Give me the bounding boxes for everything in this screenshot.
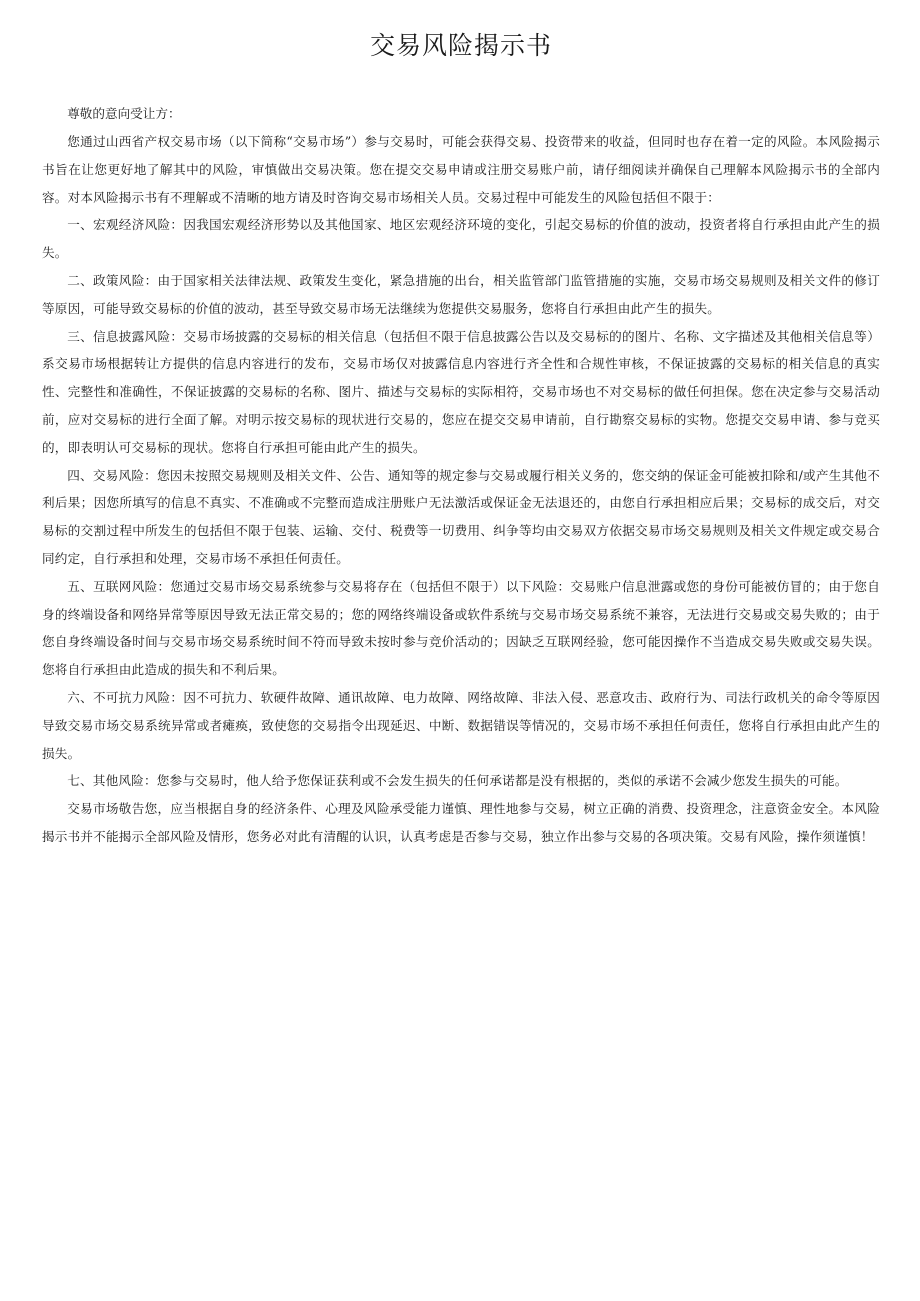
paragraph-force-majeure-risk: 六、不可抗力风险：因不可抗力、软硬件故障、通讯故障、电力故障、网络故障、非法入侵、恶意攻击、政府行为、司法行政机关的命令等原因导致交易市场交易系统异常或者瘫痪，致使您的交易指令出现延迟、中断、数据错误等情况的，交易市场不承担任何责任，您将自行承担由此产生的损失。 bbox=[42, 689, 880, 761]
paragraph-closing-warning: 交易市场敬告您，应当根据自身的经济条件、心理及风险承受能力谨慎、理性地参与交易，树立正确的消费、投资理念，注意资金安全。本风险揭示书并不能揭示全部风险及情形，您务必对此有清醒的认识，认真考虑是否参与交易，独立作出参与交易的各项决策。交易有风险，操作须谨慎！ bbox=[42, 801, 880, 844]
document-title: 交易风险揭示书 bbox=[369, 31, 552, 60]
paragraph-intro: 您通过山西省产权交易市场（以下简称“交易市场”）参与交易时，可能会获得交易、投资带来的收益，但同时也存在着一定的风险。本风险揭示书旨在让您更好地了解其中的风险，审慎做出交易决策。您在提交交易申请或注册交易账户前，请仔细阅读并确保自己理解本风险揭示书的全部内容。对本风险揭示书有不理解或不清晰的地方请及时咨询交易市场相关人员。交易过程中可能发生的风险包括但不限于： bbox=[42, 134, 880, 205]
paragraph-macroeconomic-risk: 一、宏观经济风险：因我国宏观经济形势以及其他国家、地区宏观经济环境的变化，引起交易标的价值的波动，投资者将自行承担由此产生的损失。 bbox=[42, 217, 880, 261]
document-page bbox=[42, 28, 880, 851]
paragraph-internet-risk: 五、互联网风险：您通过交易市场交易系统参与交易将存在（包括但不限于）以下风险：交易账户信息泄露或您的身份可能被仿冒的；由于您自身的终端设备和网络异常等原因导致无法正常交易的；您的网络终端设备或软件系统与交易市场交易系统不兼容，无法进行交易或交易失败的；由于您自身终端设备时间与交易市场交易系统时间不符而导致未按时参与竞价活动的；因缺乏互联网经验，您可能因操作不当造成交易失败或交易失误。您将自行承担由此造成的损失和不利后果。 bbox=[42, 578, 880, 678]
paragraph-other-risk: 七、其他风险：您参与交易时，他人给予您保证获利或不会发生损失的任何承诺都是没有根据的，类似的承诺不会减少您发生损失的可能。 bbox=[67, 773, 848, 789]
paragraph-disclosure-risk: 三、信息披露风险：交易市场披露的交易标的相关信息（包括但不限于信息披露公告以及交易标的的图片、名称、文字描述及其他相关信息等）系交易市场根据转让方提供的信息内容进行的发布，交易市场仅对披露信息内容进行齐全性和合规性审核，不保证披露的交易标的相关信息的真实性、完整性和准确性，不保证披露的交易标的名称、图片、描述与交易标的实际相符，交易市场也不对交易标的做任何担保。您在决定参与交易活动前，应对交易标的进行全面了解。对明示按交易标的现状进行交易的，您应在提交交易申请前，自行勘察交易标的实物。您提交交易申请、参与竞买的，即表明认可交易标的现状。您将自行承担可能由此产生的损失。 bbox=[42, 328, 880, 455]
paragraph-policy-risk: 二、政策风险：由于国家相关法律法规、政策发生变化，紧急措施的出台，相关监管部门监管措施的实施，交易市场交易规则及相关文件的修订等原因，可能导致交易标的价值的波动，甚至导致交易市场无法继续为您提供交易服务，您将自行承担由此产生的损失。 bbox=[42, 272, 880, 316]
salutation: 尊敬的意向受让方： bbox=[67, 106, 181, 121]
paragraph-trading-risk: 四、交易风险：您因未按照交易规则及相关文件、公告、通知等的规定参与交易或履行相关义务的，您交纳的保证金可能被扣除和/或产生其他不利后果；因您所填写的信息不真实、不准确或不完整而造成注册账户无法激活或保证金无法退还的，由您自行承担相应后果；交易标的成交后，对交易标的交割过程中所发生的包括但不限于包装、运输、交付、税费等一切费用、纠争等均由交易双方依据交易市场交易规则及相关文件规定或交易合同约定，自行承担和处理，交易市场不承担任何责任。 bbox=[42, 467, 880, 566]
